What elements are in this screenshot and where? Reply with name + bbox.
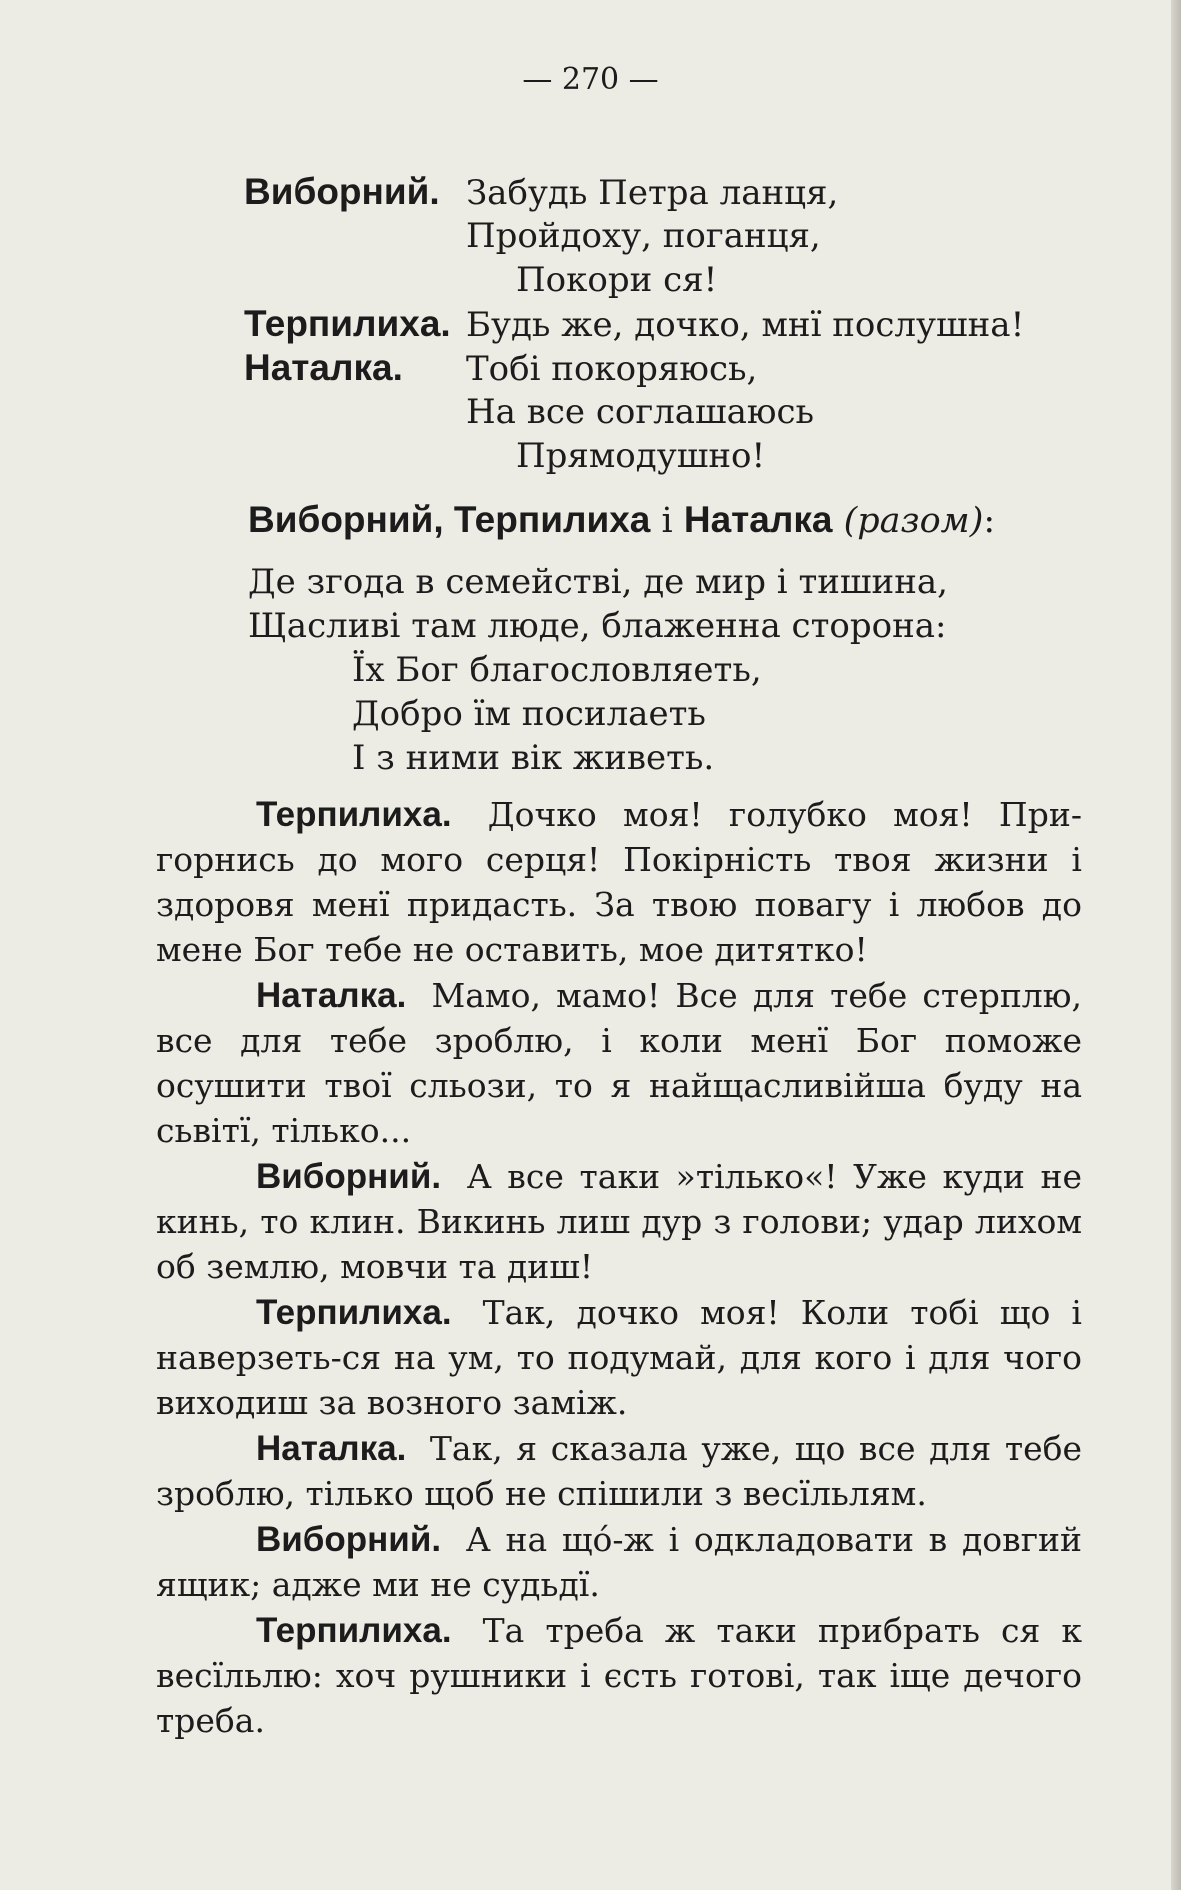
dialogue-paragraph [156,1517,1082,1607]
verse-row [244,346,1104,390]
verse-row [244,302,1104,346]
dialogue-text: Дочко моя! голубко моя! Пригорнись до мого серця! Покірність твоя жизни і здоровя менї придасть. За твою повагу і любов до мене Бог тебе не оставить, мое дитятко! [156,795,1082,969]
chorus-colon: : [983,501,996,541]
verse-row [244,434,1104,478]
verse-line: Пройдоху, поганця, [466,216,821,256]
dialogue-text: Так, я сказала уже, що все для тебе зроблю, тілько щоб не спішили з весїльлям. [156,1429,1082,1513]
verse-line: Будь же, дочко, мнї послушна! [466,305,1025,345]
verse-row [244,258,1104,302]
page-edge [1171,0,1181,1890]
verse-line: Покори ся! [516,260,718,300]
chorus-verse [248,560,1068,780]
page-number: — 270 — [522,62,659,97]
stage-direction: (разом) [843,501,984,541]
dialogue-prose [156,792,1082,1744]
verse-row [244,214,1104,258]
chorus-line: І з ними вік живеть. [352,738,715,778]
verse-row [244,390,1104,434]
speaker-name: Терпилиха. [256,795,452,834]
dialogue-paragraph [156,1608,1082,1743]
verse-row [244,170,1104,214]
speaker-name: Виборний. [256,1520,442,1559]
verse-line: На все соглашаюсь [466,392,815,432]
verse-block [244,170,1104,478]
speaker-name: Виборний. [256,1157,442,1196]
dialogue-text: Та треба ж таки прибрать ся к весїльлю: хоч рушники і єсть готові, так іще дечого треба. [156,1611,1082,1740]
speaker-name: Терпилиха. [256,1293,452,1332]
chorus-conjunction: і [661,501,673,541]
speaker-name: Наталка. [244,347,403,388]
dialogue-paragraph [156,1290,1082,1425]
dialogue-text: А на щó-ж і одкладовати в довгий ящик; адже ми не судьдї. [156,1520,1082,1604]
chorus-last-speaker: Наталка [683,499,833,540]
dialogue-paragraph [156,792,1082,972]
dialogue-text: Так, дочко моя! Коли тобі що і наверзеть-ся на ум, то подумай, для кого і для чого виходиш за возного заміж. [156,1293,1082,1422]
dialogue-text: А все таки »тілько«! Уже куди не кинь, то клин. Викинь лиш дур з голови; удар лихом об землю, мовчи та диш! [156,1157,1082,1286]
speaker-name: Виборний. [244,171,440,212]
chorus-line: Щасливі там люде, блаженна сторона: [248,606,947,646]
chorus-heading [248,496,995,545]
chorus-speakers: Виборний, Терпилиха [248,499,651,540]
speaker-name: Наталка. [256,1429,407,1468]
chorus-line: Добро їм посилаеть [352,694,706,734]
chorus-line: Де згода в семействі, де мир і тишина, [248,562,948,602]
speaker-name: Наталка. [256,976,407,1015]
verse-line: Тобі покоряюсь, [466,349,758,389]
dialogue-paragraph [156,1154,1082,1289]
chorus-line: Їх Бог благословляеть, [352,650,762,690]
dialogue-text: Мамо, мамо! Все для тебе стерплю, все для тебе зроблю, і коли менї Бог поможе осушити твої сльози, то я найщасливійша буду на сьвітї, тілько... [156,976,1082,1150]
verse-line: Прямодушно! [516,436,766,476]
verse-line: Забудь Петра ланця, [466,173,839,213]
speaker-name: Терпилиха. [256,1611,452,1650]
dialogue-paragraph [156,1426,1082,1516]
dialogue-paragraph [156,973,1082,1153]
speaker-name: Терпилиха. [244,303,451,344]
